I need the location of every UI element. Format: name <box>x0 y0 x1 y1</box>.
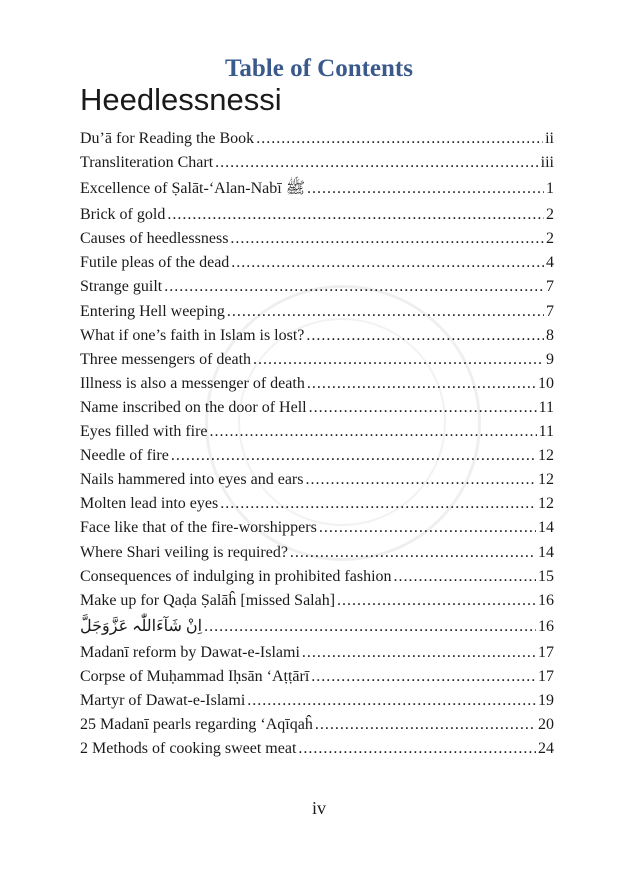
toc-entry-title: Illness is also a messenger of death <box>80 374 305 392</box>
toc-leader-dots <box>394 565 536 589</box>
toc-entry-title: 25 Madanī pearls regarding ‘Aqīqaĥ <box>80 716 313 734</box>
toc-leader-dots <box>305 468 536 492</box>
toc-entry-title: Brick of gold <box>80 206 166 224</box>
toc-entry[interactable] <box>80 589 554 613</box>
toc-leader-dots <box>171 444 536 468</box>
toc-entry-title: Molten lead into eyes <box>80 495 219 513</box>
toc-entry-page: 11 <box>538 398 554 416</box>
toc-leader-dots <box>302 641 536 665</box>
toc-entry-page: 20 <box>538 716 554 734</box>
toc-entry-title: Du’ā for Reading the Book <box>80 130 255 147</box>
toc-entry[interactable] <box>80 516 554 540</box>
toc-entry[interactable] <box>80 492 554 516</box>
toc-leader-dots <box>210 420 537 444</box>
toc-entry-page: 14 <box>538 519 554 537</box>
toc-entry[interactable] <box>80 641 554 665</box>
toc-leader-dots <box>220 492 536 516</box>
toc-entry[interactable] <box>80 348 554 372</box>
toc-entry-page: 17 <box>538 667 554 685</box>
toc-entry[interactable] <box>80 541 554 565</box>
toc-entry-title: Corpse of Muḥammad Iḥsān ‘Aṭṭārī <box>80 667 310 685</box>
toc-entry-page: 1 <box>546 180 554 198</box>
toc-entry-title: Nails hammered into eyes and ears <box>80 471 304 489</box>
toc-entry-title: Transliteration Chart <box>80 154 214 172</box>
toc-leader-dots <box>315 713 536 737</box>
toc-leader-dots <box>231 251 544 275</box>
toc-entry-page: 11 <box>538 423 554 441</box>
toc-entry-page: 4 <box>546 254 554 272</box>
toc-entry-page: 7 <box>546 278 554 296</box>
toc-entry-page: 16 <box>538 617 554 635</box>
toc-entry-title: Face like that of the fire-worshippers <box>80 519 317 537</box>
toc-entry-page: 12 <box>538 495 554 513</box>
toc-entry-page: 16 <box>538 591 554 609</box>
toc-leader-dots <box>227 300 544 324</box>
toc-entry-title: Consequences of indulging in prohibited fashion <box>80 567 392 585</box>
toc-entry-title: Strange guilt <box>80 278 163 296</box>
toc-leader-dots <box>290 541 536 565</box>
toc-entry-title: Where Shari veiling is required? <box>80 543 288 561</box>
toc-list <box>80 127 554 761</box>
toc-entry-title: Three messengers of death <box>80 350 252 368</box>
toc-entry[interactable] <box>80 565 554 589</box>
toc-leader-dots <box>307 175 544 203</box>
toc-entry-page: 15 <box>538 567 554 585</box>
toc-entry-page: ii <box>545 130 554 147</box>
toc-entry-page: 7 <box>546 302 554 320</box>
toc-entry[interactable] <box>80 127 554 151</box>
toc-entry[interactable] <box>80 665 554 689</box>
toc-leader-dots <box>311 665 536 689</box>
toc-entry[interactable] <box>80 175 554 203</box>
book-title: Heedlessnessi <box>80 82 282 117</box>
toc-entry-title: Excellence of Ṣalāt-‘Alan-Nabī ﷺ <box>80 180 306 198</box>
toc-entry[interactable] <box>80 396 554 420</box>
toc-leader-dots <box>167 203 544 227</box>
toc-entry[interactable] <box>80 251 554 275</box>
toc-entry-title: Causes of heedlessness <box>80 230 229 248</box>
toc-entry-page: 10 <box>538 374 554 392</box>
toc-entry-page: 9 <box>546 350 554 368</box>
toc-leader-dots <box>298 737 536 761</box>
toc-entry-page: 2 <box>546 206 554 224</box>
toc-entry-page: 19 <box>538 691 554 709</box>
toc-entry-title: Madanī reform by Dawat-e-Islami <box>80 643 300 661</box>
toc-entry-title: اِنْ شَآءَاللّٰہ عَزَّوَجَلَّ <box>80 617 203 635</box>
toc-entry[interactable] <box>80 689 554 713</box>
toc-entry-title: What if one’s faith in Islam is lost? <box>80 326 305 344</box>
toc-leader-dots <box>256 127 543 151</box>
toc-entry-title: Martyr of Dawat-e-Islami <box>80 691 246 709</box>
page-title: Table of Contents <box>225 54 413 82</box>
toc-leader-dots <box>253 348 544 372</box>
toc-leader-dots <box>306 324 544 348</box>
toc-entry-title: Futile pleas of the dead <box>80 254 230 272</box>
toc-leader-dots <box>215 151 538 175</box>
toc-entry[interactable] <box>80 324 554 348</box>
toc-entry-page: iii <box>540 154 554 172</box>
toc-leader-dots <box>230 227 544 251</box>
toc-entry[interactable] <box>80 203 554 227</box>
toc-leader-dots <box>337 589 536 613</box>
toc-entry[interactable] <box>80 468 554 492</box>
toc-entry-page: 14 <box>538 543 554 561</box>
toc-entry[interactable] <box>80 737 554 761</box>
toc-entry-title: Entering Hell weeping <box>80 302 225 320</box>
toc-entry-page: 8 <box>546 326 554 344</box>
toc-entry-page: 12 <box>538 447 554 465</box>
toc-leader-dots <box>307 372 536 396</box>
toc-leader-dots <box>164 275 544 299</box>
toc-leader-dots <box>319 516 536 540</box>
toc-entry[interactable] <box>80 227 554 251</box>
toc-leader-dots <box>309 396 537 420</box>
toc-entry-title: 2 Methods of cooking sweet meat <box>80 740 297 758</box>
toc-entry-page: 2 <box>546 230 554 248</box>
toc-entry[interactable] <box>80 275 554 299</box>
toc-entry-page: 24 <box>538 740 554 758</box>
toc-entry-title: Needle of fire <box>80 447 169 465</box>
toc-entry-title: Eyes filled with fire <box>80 423 208 441</box>
page-number: iv <box>311 798 326 818</box>
toc-leader-dots <box>204 613 536 641</box>
toc-entry[interactable] <box>80 300 554 324</box>
toc-entry[interactable] <box>80 713 554 737</box>
toc-entry[interactable] <box>80 444 554 468</box>
toc-entry-title: Make up for Qaḍa Ṣalāĥ [missed Salah] <box>80 591 336 609</box>
toc-entry[interactable] <box>80 372 554 396</box>
toc-entry[interactable] <box>80 420 554 444</box>
toc-entry-page: 17 <box>538 643 554 661</box>
toc-entry[interactable] <box>80 151 554 175</box>
toc-entry-page: 12 <box>538 471 554 489</box>
toc-entry-title: Name inscribed on the door of Hell <box>80 398 307 416</box>
toc-leader-dots <box>247 689 536 713</box>
toc-entry[interactable] <box>80 613 554 641</box>
